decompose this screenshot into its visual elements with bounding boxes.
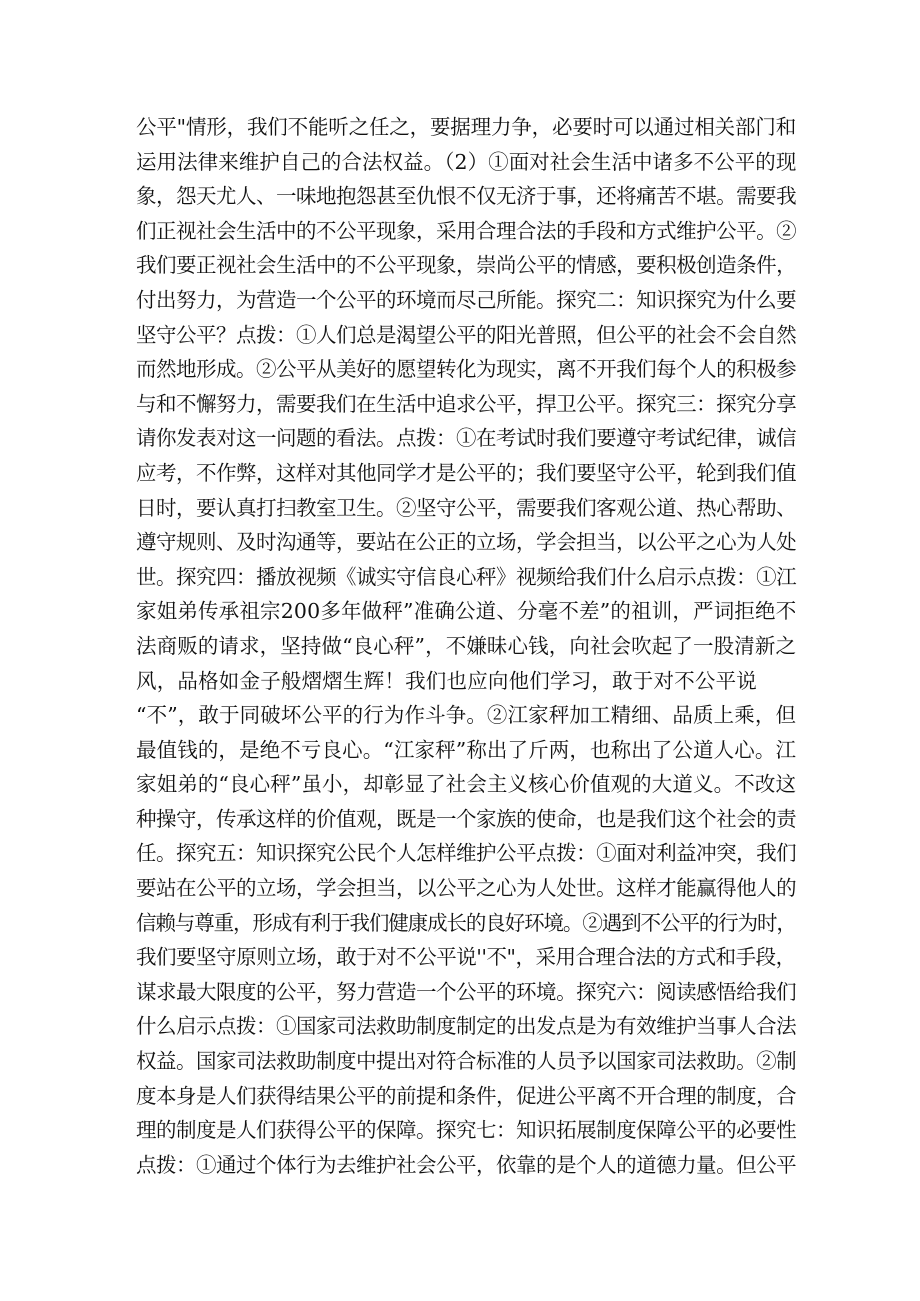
text-line: 世。探究四：播放视频《诚实守信良心秤》视频给我们什么启示点拨：①江	[136, 564, 797, 589]
text-line: 坚守公平？点拨：①人们总是渴望公平的阳光普照，但公平的社会不会自然	[136, 322, 797, 347]
text-line: 信赖与尊重，形成有利于我们健康成长的良好环境。②遇到不公平的行为时，	[136, 910, 796, 935]
text-line: 要站在公平的立场，学会担当，以公平之心为人处世。这样才能赢得他人的	[136, 876, 797, 901]
text-line: 公平"情形，我们不能听之任之，要据理力争，必要时可以通过相关部门和	[136, 115, 797, 139]
text-line: 与和不懈努力，需要我们在生活中追求公平，捍卫公平。探究三：探究分享	[136, 391, 797, 416]
text-line: 家姐弟传承祖宗200多年做秤”准确公道、分毫不差”的祖训，严词拒绝不	[136, 599, 797, 624]
text-line: 最值钱的，是绝不亏良心。“江家秤”称出了斤两，也称出了公道人心。江	[136, 737, 797, 762]
text-line: 我们要坚守原则立场，敢于对不公平说''不"，采用合理合法的方式和手段，	[136, 945, 796, 970]
text-line: 象，怨天尤人、一味地抱怨甚至仇恨不仅无济于事，还将痛苦不堪。需要我	[136, 184, 797, 209]
text-line: 点拨：①通过个体行为去维护社会公平，依靠的是个人的道德力量。但公平	[136, 1152, 797, 1177]
body-text	[136, 110, 796, 1182]
text-line: 风，品格如金子般熠熠生辉！我们也应向他们学习，敢于对不公平说	[136, 668, 757, 693]
text-line: “不”，敢于同破坏公平的行为作斗争。②江家秤加工精细、品质上乘，但	[136, 703, 797, 728]
text-line: 法商贩的请求，坚持做“良心秤”，不嫌昧心钱，向社会吹起了一股清新之	[136, 633, 797, 658]
text-line: 谋求最大限度的公平，努力营造一个公平的环境。探究六：阅读感悟给我们	[136, 979, 797, 1004]
text-line: 遵守规则、及时沟通等，要站在公正的立场，学会担当，以公平之心为人处	[136, 530, 797, 555]
text-line: 我们要正视社会生活中的不公平现象，崇尚公平的情感，要积极创造条件，	[136, 253, 797, 278]
text-line: 们正视社会生活中的不公平现象，采用合理合法的手段和方式维护公平。②	[136, 218, 797, 243]
text-line: 权益。国家司法救助制度中提出对符合标准的人员予以国家司法救助。②制	[136, 1049, 797, 1074]
text-line: 种操守，传承这样的价值观，既是一个家族的使命，也是我们这个社会的责	[136, 806, 797, 831]
text-line: 运用法律来维护自己的合法权益。（2）①面对社会生活中诸多不公平的现	[136, 149, 797, 174]
text-line: 理的制度是人们获得公平的保障。探究七：知识拓展制度保障公平的必要性	[136, 1118, 797, 1143]
text-line: 任。探究五：知识探究公民个人怎样维护公平点拨：①面对利益冲突，我们	[136, 841, 797, 866]
text-line: 什么启示点拨：①国家司法救助制度制定的出发点是为有效维护当事人合法	[136, 1014, 797, 1039]
text-line: 度本身是人们获得结果公平的前提和条件，促进公平离不开合理的制度，合	[136, 1083, 797, 1108]
text-line: 应考，不作弊，这样对其他同学才是公平的；我们要坚守公平，轮到我们值	[136, 460, 797, 485]
text-line: 家姐弟的“良心秤”虽小，却彰显了社会主义核心价值观的大道义。不改这	[136, 772, 797, 797]
text-line: 而然地形成。②公平从美好的愿望转化为现实，离不开我们每个人的积极参	[136, 357, 797, 382]
text-line: 付出努力，为营造一个公平的环境而尽己所能。探究二：知识探究为什么要	[136, 287, 797, 312]
text-line: 请你发表对这一问题的看法。点拨：①在考试时我们要遵守考试纪律，诚信	[136, 426, 797, 451]
text-line: 日时，要认真打扫教室卫生。②坚守公平，需要我们客观公道、热心帮助、	[136, 495, 797, 520]
